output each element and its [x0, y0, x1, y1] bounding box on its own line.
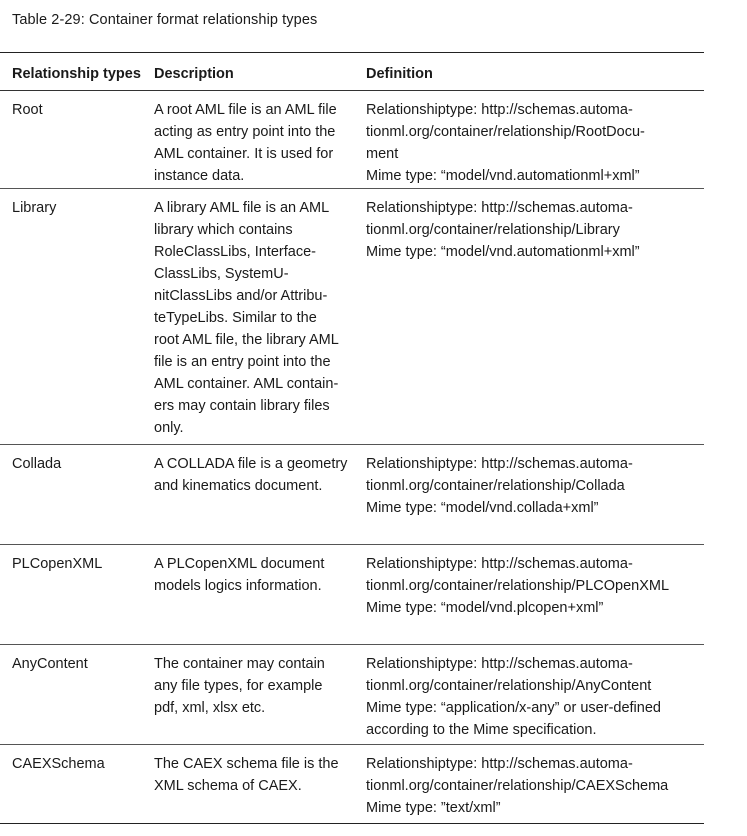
- relationship-type-cell: Library: [12, 200, 57, 216]
- description-cell: The CAEX schema file is the XML schema of CAEX.: [154, 756, 339, 794]
- relationship-type-cell: CAEXSchema: [12, 756, 105, 772]
- header-definition: Definition: [366, 66, 433, 82]
- relationship-type-cell: Root: [12, 102, 43, 118]
- definition-cell: Relationshiptype: http://schemas.automa- tionml.org/container/relationship/Library Mime type: “model/vnd.automationml+xml”: [366, 200, 640, 260]
- table-row: [0, 745, 704, 823]
- description-cell: The container may contain any file types, for example pdf, xml, xlsx etc.: [154, 656, 325, 716]
- table-row: [0, 91, 704, 189]
- table-row: [0, 189, 704, 445]
- relationship-type-cell: Collada: [12, 456, 62, 472]
- description-cell: A COLLADA file is a geometry and kinematics document.: [154, 456, 348, 494]
- definition-cell: Relationshiptype: http://schemas.automa- tionml.org/container/relationship/PLCOpenXML Mime type: “model/vnd.plcopen+xml”: [366, 556, 670, 616]
- relationship-type-cell: PLCopenXML: [12, 556, 103, 572]
- table-caption: Table 2-29: Container format relationship types: [12, 12, 318, 28]
- table-header-row: [0, 53, 704, 91]
- relationship-table: [0, 52, 704, 824]
- description-cell: A library AML file is an AML library which contains RoleClassLibs, Interface- ClassLibs, SystemU- nitClassLibs and/or Attribu- teTypeLibs. Similar to the root AML file, the library AML file is an entry point into the AML container. AML contain- ers may contain library files only.: [154, 200, 339, 436]
- table-row: [0, 645, 704, 745]
- definition-cell: Relationshiptype: http://schemas.automa- tionml.org/container/relationship/Collada Mime type: “model/vnd.collada+xml”: [366, 456, 633, 516]
- definition-cell: Relationshiptype: http://schemas.automa- tionml.org/container/relationship/AnyContent Mime type: “application/x-any” or user-defined according to the Mime specification.: [366, 656, 661, 738]
- table-row: [0, 545, 704, 645]
- definition-cell: Relationshiptype: http://schemas.automa- tionml.org/container/relationship/CAEXSchema Mime type: ”text/xml”: [366, 756, 669, 816]
- header-relationship-types: Relationship types: [12, 66, 141, 82]
- description-cell: A root AML file is an AML file acting as entry point into the AML container. It is used for instance data.: [154, 102, 337, 184]
- table-row: [0, 445, 704, 545]
- definition-cell: Relationshiptype: http://schemas.automa- tionml.org/container/relationship/RootDocu- ment Mime type: “model/vnd.automationml+xml”: [366, 102, 645, 184]
- relationship-type-cell: AnyContent: [12, 656, 88, 672]
- header-description: Description: [154, 66, 234, 82]
- description-cell: A PLCopenXML document models logics information.: [154, 556, 325, 594]
